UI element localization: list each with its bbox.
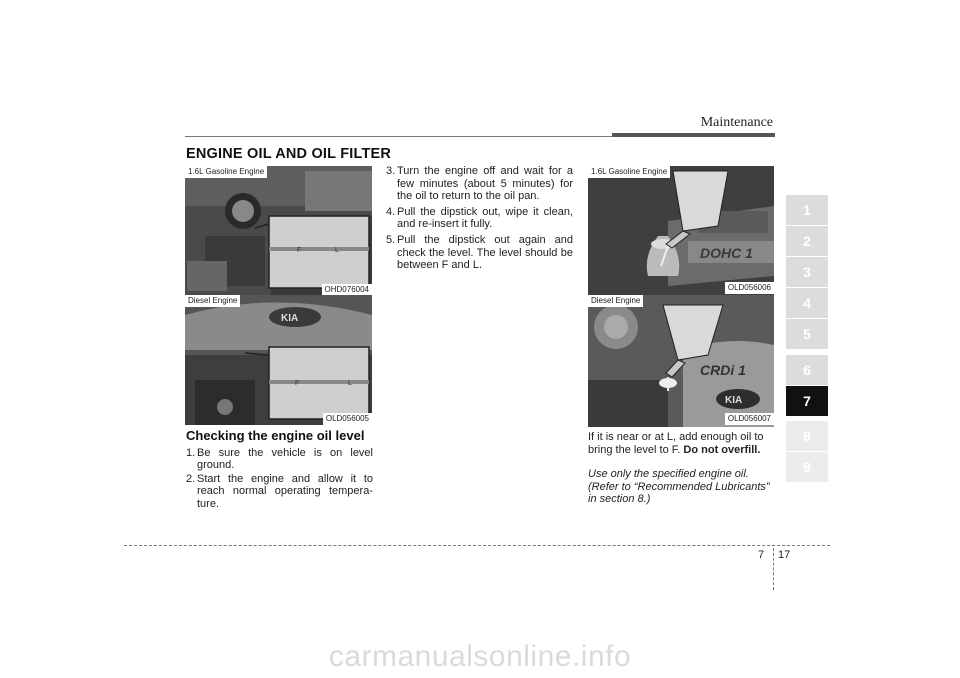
checking-title: Checking the engine oil level	[186, 428, 365, 443]
chapter-tab-4[interactable]: 4	[786, 288, 828, 318]
watermark: carmanualsonline.info	[328, 640, 632, 673]
chapter-tab-6[interactable]: 6	[786, 355, 828, 385]
oil-fill-illustration	[588, 166, 774, 296]
chapter-tab-7[interactable]: 7	[786, 386, 828, 416]
svg-text:DOHC 1: DOHC 1	[700, 245, 753, 261]
chapter-tab-9[interactable]: 9	[786, 452, 828, 482]
chapter-tab-2[interactable]: 2	[786, 226, 828, 256]
figure-label: Diesel Engine	[588, 295, 643, 307]
page-chapter-number: 7	[758, 549, 765, 561]
dipstick-l-mark: L	[348, 380, 352, 387]
svg-text:KIA: KIA	[725, 395, 743, 406]
list-item: 4. Pull the dipstick out, wipe it clean, and re-insert it fully.	[386, 205, 573, 231]
figure-code: OLD056006	[725, 282, 774, 294]
chapter-tab-5[interactable]: 5	[786, 319, 828, 349]
dipstick-f-mark: F	[297, 247, 302, 254]
page-heading: ENGINE OIL AND OIL FILTER	[186, 146, 392, 162]
section-title: Maintenance	[700, 115, 773, 130]
checking-steps-list	[186, 447, 373, 511]
figure-gasoline-oil-fill	[588, 166, 774, 296]
add-oil-paragraph: If it is near or at L, add enough oil to bring the level to F. Do not overfill.	[588, 431, 764, 456]
figure-code: OHD076004	[322, 284, 372, 296]
lubricant-note: Use only the specified engine oil. (Refer to “Recommended Lubricants” in section 8.)	[588, 468, 770, 506]
svg-text:KIA: KIA	[281, 313, 299, 324]
dipstick-f-mark: F	[295, 380, 300, 387]
dipstick-l-mark: L	[335, 247, 339, 254]
figure-diesel-oil-fill	[588, 295, 774, 427]
footer-divider	[773, 548, 774, 590]
figure-label: 1.6L Gasoline Engine	[588, 166, 670, 178]
checking-section	[186, 430, 373, 512]
figure-gasoline-dipstick	[185, 166, 372, 296]
list-item: 1. Be sure the vehicle is on level ground.	[186, 446, 373, 472]
figure-label: Diesel Engine	[185, 295, 240, 307]
chapter-tab-8[interactable]: 8	[786, 421, 828, 451]
figure-diesel-dipstick	[185, 295, 372, 425]
figure-code: OLD056007	[725, 413, 774, 425]
svg-text:CRDi 1: CRDi 1	[700, 362, 746, 378]
list-item: 2. Start the engine and allow it to reach normal operating tempera- ture.	[186, 472, 373, 510]
header-accent-bar	[612, 133, 775, 137]
checking-steps-continued	[386, 165, 573, 273]
page-number: 17	[778, 549, 791, 561]
add-oil-section	[588, 431, 776, 506]
chapter-tab-1[interactable]: 1	[786, 195, 828, 225]
oil-fill-illustration	[588, 295, 774, 427]
figure-label: 1.6L Gasoline Engine	[185, 166, 267, 178]
engine-bay-illustration	[185, 295, 372, 425]
overfill-warning: Do not overfill.	[683, 443, 761, 456]
figure-code: OLD056005	[323, 413, 372, 425]
engine-bay-illustration	[185, 166, 372, 296]
chapter-tab-3[interactable]: 3	[786, 257, 828, 287]
list-item: 3. Turn the engine off and wait for a few minutes (about 5 minutes) for the oil to return to the oil pan.	[386, 165, 573, 203]
checking-steps-list	[386, 165, 573, 272]
footer-rule	[124, 545, 830, 546]
list-item: 5. Pull the dipstick out again and check the level. The level should be between F and L.	[386, 233, 573, 272]
